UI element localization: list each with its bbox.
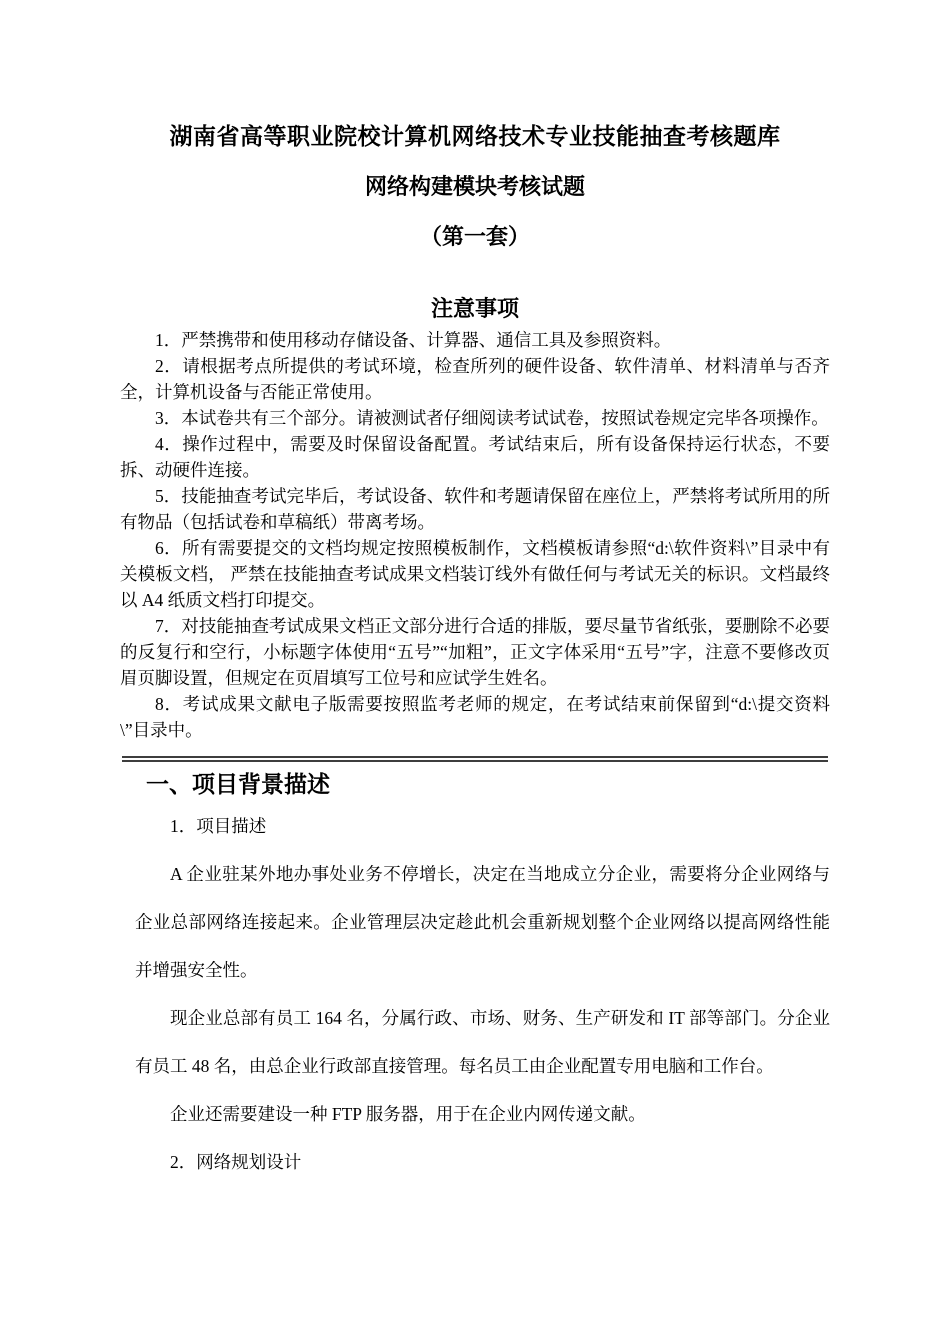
notice-item-7: 7．对技能抽查考试成果文档正文部分进行合适的排版，要尽量节省纸张，要删除不必要的反复行和空行，小标题字体使用“五号”“加粗”，正文字体采用“五号”字，注意不要修改页眉页脚设置，但规定在页眉填写工位号和应试学生姓名。 xyxy=(120,616,830,688)
project-description-paragraph-1: A 企业驻某外地办事处业务不停增长，决定在当地成立分企业，需要将分企业网络与企业总部网络连接起来。企业管理层决定趁此机会重新规划整个企业网络以提高网络性能并增强安全性。 xyxy=(135,864,830,980)
notice-item-4: 4．操作过程中，需要及时保留设备配置。考试结束后，所有设备保持运行状态，不要拆、动硬件连接。 xyxy=(120,434,830,480)
notice-item-8: 8．考试成果文献电子版需要按照监考老师的规定，在考试结束前保留到“d:\提交资料\”目录中。 xyxy=(120,694,830,740)
section-1-heading: 一、项目背景描述 xyxy=(146,771,330,797)
network-planning-subheading: 2．网络规划设计 xyxy=(170,1152,302,1172)
project-description-subheading: 1．项目描述 xyxy=(170,816,267,836)
notice-item-3: 3．本试卷共有三个部分。请被测试者仔细阅读考试试卷，按照试卷规定完毕各项操作。 xyxy=(155,408,829,428)
project-description-paragraph-3: 企业还需要建设一种 FTP 服务器，用于在企业内网传递文献。 xyxy=(170,1104,646,1124)
notice-item-2: 2．请根据考点所提供的考试环境，检查所列的硬件设备、软件清单、材料清单与否齐全，计算机设备与否能正常使用。 xyxy=(120,356,830,402)
document-subtitle: 网络构建模块考核试题 xyxy=(364,174,585,199)
section-1-body xyxy=(120,802,830,1186)
project-description-paragraph-2: 现企业总部有员工 164 名，分属行政、市场、财务、生产研发和 IT 部等部门。分企业有员工 48 名，由总企业行政部直接管理。每名员工由企业配置专用电脑和工作台。 xyxy=(135,1008,830,1076)
notice-heading: 注意事项 xyxy=(430,296,519,321)
paper-set-label: （第一套） xyxy=(419,224,530,249)
document-title: 湖南省高等职业院校计算机网络技术专业技能抽查考核题库 xyxy=(169,123,781,149)
notice-item-5: 5．技能抽查考试完毕后，考试设备、软件和考题请保留在座位上，严禁将考试所用的所有物品（包括试卷和草稿纸）带离考场。 xyxy=(120,486,830,532)
notice-item-6: 6．所有需要提交的文档均规定按照模板制作，文档模板请参照“d:\软件资料\”目录中有关模板文档， 严禁在技能抽查考试成果文档装订线外有做任何与考试无关的标识。文档最终以 A4 纸质文档打印提交。 xyxy=(120,538,830,610)
notice-item-1: 1．严禁携带和使用移动存储设备、计算器、通信工具及参照资料。 xyxy=(155,330,672,350)
section-divider-double-line xyxy=(122,756,828,762)
